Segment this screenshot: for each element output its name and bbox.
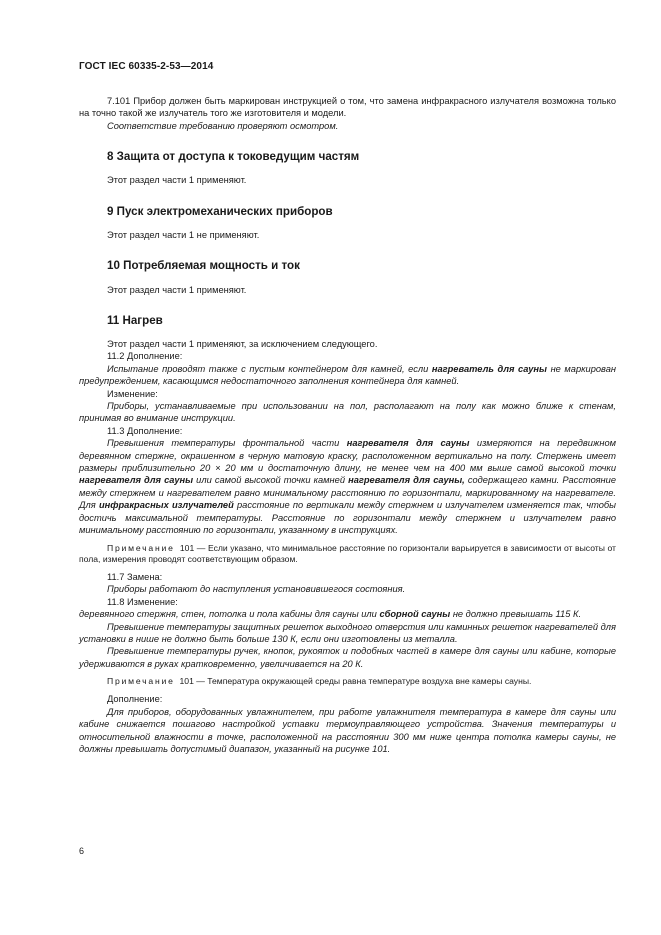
clause-11-7-label: 11.7 Замена:	[107, 571, 163, 582]
clause-11-3-label: 11.3 Дополнение:	[107, 425, 183, 436]
page-number: 6	[79, 846, 85, 856]
note-2: Примечание 101 — Температура окружающей среды равна температуре воздуха вне камеры сауны.	[107, 676, 532, 687]
clause-7-101-compliance: Соответствие требованию проверяют осмотром.	[107, 120, 339, 131]
section-10-text: Этот раздел части 1 применяют.	[107, 285, 247, 295]
addition-text: Для приборов, оборудованных увлажнителем, при работе увлажнителя температура в камере для сауны или кабине снижается пошагово настройкой уставки термоуправляющего устройства. Значения температуры и относительной влажности в точке, расположенной на расстоянии 300 мм ниже центра потолка камеры сауны, не должны превышать допустимый диапазон, указанный на рисунке 101.	[79, 706, 616, 754]
clause-7-101	[79, 95, 616, 132]
clause-11-7-text: Приборы работают до наступления установившегося состояния.	[107, 584, 406, 595]
clause-11-2-label: 11.2 Дополнение:	[107, 351, 183, 362]
section-11-intro: Этот раздел части 1 применяют, за исключением следующего.	[107, 339, 378, 349]
section-9-heading: 9 Пуск электромеханических приборов	[107, 205, 333, 218]
clause-11-2-change-label: Изменение:	[107, 388, 158, 399]
addition-label: Дополнение:	[107, 694, 163, 705]
section-9-text: Этот раздел части 1 не применяют.	[107, 230, 260, 240]
clause-11-8-label: 11.8 Изменение:	[107, 596, 178, 607]
clause-11-3-text: Превышения температуры фронтальной части нагревателя для сауны измеряются на передвижном деревянном стержне, окрашенном в черную матовую краску, расположенном вертикально на полу. Стержень имеет размеры приблизительно 20 × 20 мм и достаточную длину, не менее чем на 400 мм выше самой высокой точки нагревателя для сауны или самой высокой точки камней нагревателя для сауны, содержащего камни. Расстояние между стержнем и нагревателем равно минимальному расстоянию по горизонтали, маркированному на нагревателе. Для инфракрасных излучателей расстояние по вертикали между стержнем и излучателем изменяется так, чтобы достичь максимальной температуры. Расстояние по горизонтали между стержнем и излучателем равно минимальному расстоянию по горизонтали, указанному в инструкциях.	[79, 438, 617, 536]
clause-11-8-text: деревянного стержня, стен, потолка и пола кабины для сауны или сборной сауны не должно превышать 115 К.	[79, 609, 582, 620]
section-11-body	[79, 338, 616, 755]
note-1: Примечание 101 — Если указано, что минимальное расстояние по горизонтали варьируется в зависимости от высоты от пола, измерения проводят соответствующим образом.	[79, 542, 616, 564]
clause-11-8-grilles: Превышение температуры защитных решеток выходного отверстия или каминных решеток нагревателей для установки в нише не должно быть больше 130 К, если они изготовлены из металла.	[79, 621, 616, 644]
section-8-text: Этот раздел части 1 применяют.	[107, 175, 247, 185]
clause-11-2-change-text: Приборы, устанавливаемые при использовании на пол, располагают на полу как можно ближе к стенам, принимая во внимание инструкции.	[79, 401, 616, 424]
section-8-heading: 8 Защита от доступа к токоведущим частям	[107, 150, 360, 163]
clause-7-101-text: 7.101 Прибор должен быть маркирован инструкцией о том, что замена инфракрасного излучателя возможна только на точно такой же излучатель того же изготовителя и модели.	[79, 96, 616, 119]
section-10-heading: 10 Потребляемая мощность и ток	[107, 259, 300, 272]
clause-11-8-handles: Превышение температуры ручек, кнопок, рукояток и подобных частей в камере для сауны или кабине, которые удерживаются в руках кратковременно, увеличивается на 20 К.	[79, 646, 616, 669]
clause-11-2-text: Испытание проводят также с пустым контейнером для камней, если нагреватель для сауны не маркирован предупреждением, касающимся недостаточного заполнения контейнера для камней.	[79, 363, 616, 387]
section-11-heading: 11 Нагрев	[107, 314, 163, 327]
document-header: ГОСТ IEC 60335-2-53—2014	[79, 61, 214, 72]
